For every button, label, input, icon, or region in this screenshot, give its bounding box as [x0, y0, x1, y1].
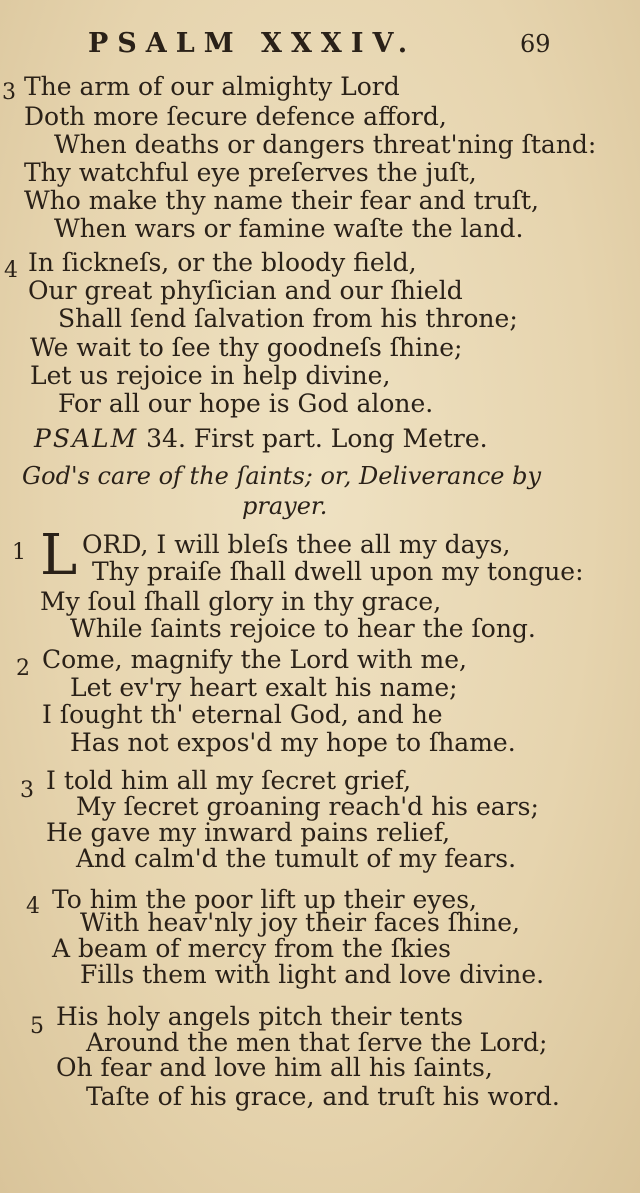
verse-number: 4: [4, 258, 18, 283]
verse-line: I told him all my ſecret grief,: [46, 766, 412, 795]
verse-line: Let ev'ry heart exalt his name;: [70, 673, 458, 702]
verse-number: 5: [30, 1014, 44, 1039]
psalm-heading: [34, 424, 488, 454]
header-title: PSALM XXXIV.: [88, 28, 417, 59]
running-header: [0, 28, 640, 68]
verse-line: My ſoul ſhall glory in thy grace,: [40, 587, 442, 616]
verse-line: Around the men that ſerve the Lord;: [86, 1028, 548, 1057]
verse-line: And calm'd the tumult of my fears.: [76, 844, 517, 873]
psalm-heading-meter: 34. First part. Long Metre.: [146, 424, 488, 453]
verse-line: With heav'nly joy their faces ſhine,: [80, 908, 520, 937]
verse-line: Taſte of his grace, and truſt his word.: [86, 1082, 560, 1111]
verse-number: 2: [16, 656, 30, 681]
verse-line: When wars or famine waſte the land.: [54, 214, 524, 243]
verse-line: His holy angels pitch their tents: [56, 1002, 464, 1031]
verse-line: Fills them with light and love divine.: [80, 960, 545, 989]
verse-line: To him the poor lift up their eyes,: [52, 885, 477, 914]
verse-line: When deaths or dangers threat'ning ſtand:: [54, 130, 597, 159]
verse-line: Thy praiſe ſhall dwell upon my tongue:: [92, 557, 584, 586]
verse-line: Let us rejoice in help divine,: [30, 361, 391, 390]
verse-line: We wait to ſee thy goodneſs ſhine;: [30, 333, 463, 362]
verse-line: Oh fear and love him all his ſaints,: [56, 1053, 493, 1082]
subheading-line-1: God's care of the ſaints; or, Deliverance by: [22, 462, 542, 490]
subheading-line-2: prayer.: [242, 492, 328, 520]
verse-line: I ſought th' eternal God, and he: [42, 700, 443, 729]
verse-line: Shall ſend ſalvation from his throne;: [58, 304, 518, 333]
verse-number: 3: [20, 778, 34, 803]
verse-line: Come, magnify the Lord with me,: [42, 645, 467, 674]
psalm-heading-label: PSALM: [34, 424, 139, 453]
verse-line: The arm of our almighty Lord: [24, 72, 400, 101]
verse-line: Our great phyſician and our ſhield: [28, 276, 463, 305]
verse-number: 1: [12, 540, 26, 565]
verse-line: Thy watchful eye preſerves the juſt,: [24, 158, 477, 187]
verse-line: Has not expos'd my hope to ſhame.: [70, 728, 516, 757]
page-number: 69: [520, 30, 551, 58]
verse-line: My ſecret groaning reach'd his ears;: [76, 792, 539, 821]
verse-line: While ſaints rejoice to hear the ſong.: [70, 614, 536, 643]
verse-line: Who make thy name their fear and truſt,: [24, 186, 539, 215]
verse-number: 3: [2, 80, 16, 105]
verse-line: He gave my inward pains relief,: [46, 818, 451, 847]
verse-line: A beam of mercy from the ſkies: [52, 934, 451, 963]
verse-line: ORD, I will bleſs thee all my days,: [82, 530, 511, 559]
verse-line: Doth more ſecure defence afford,: [24, 102, 447, 131]
verse-line: For all our hope is God alone.: [58, 389, 434, 418]
verse-line: In ſickneſs, or the bloody field,: [28, 248, 417, 277]
drop-cap: L: [40, 523, 78, 588]
verse-number: 4: [26, 894, 40, 919]
